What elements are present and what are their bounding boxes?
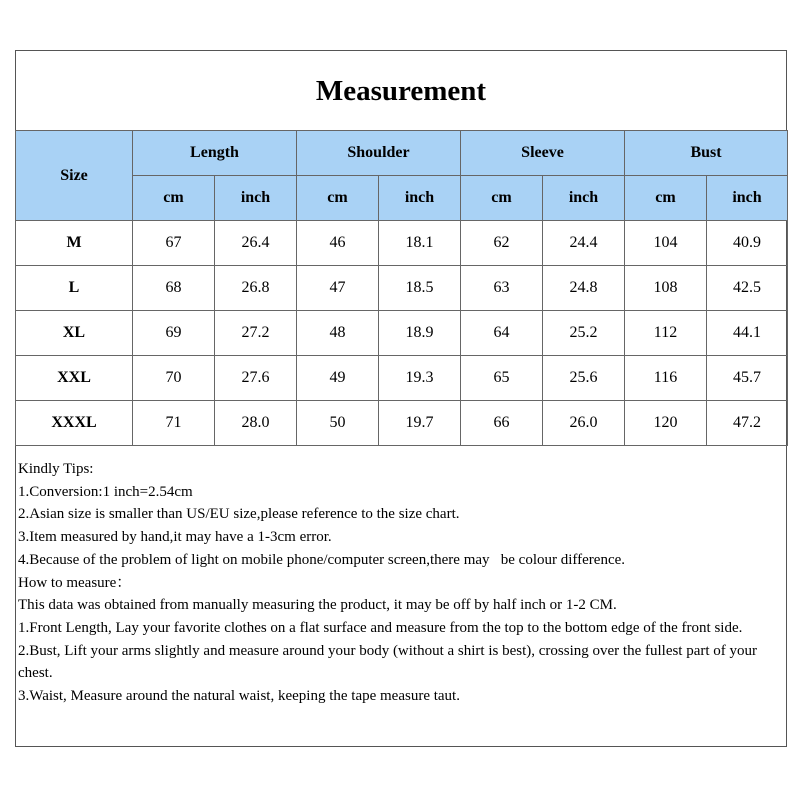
table-cell: 18.9 xyxy=(379,311,461,356)
table-cell: 24.8 xyxy=(543,266,625,311)
group-header-length: Length xyxy=(133,131,297,176)
table-header-row xyxy=(16,131,788,176)
tips-heading: Kindly Tips: xyxy=(18,461,94,477)
table-cell: 47.2 xyxy=(707,401,788,446)
tip-line: 3.Waist, Measure around the natural waist, keeping the tape measure taut. xyxy=(18,688,460,705)
table-cell: 70 xyxy=(133,356,215,401)
tip-line: 3.Item measured by hand,it may have a 1-3cm error. xyxy=(18,529,332,546)
tip-line: 2.Asian size is smaller than US/EU size,please reference to the size chart. xyxy=(18,506,460,523)
table-cell: 27.2 xyxy=(215,311,297,356)
table-cell: 50 xyxy=(297,401,379,446)
unit-header: inch xyxy=(543,176,625,221)
table-row xyxy=(16,311,788,356)
tip-line: 1.Conversion:1 inch=2.54cm xyxy=(18,483,193,500)
table-cell: 67 xyxy=(133,221,215,266)
unit-header: cm xyxy=(625,176,707,221)
table-cell: 19.7 xyxy=(379,401,461,446)
table-cell: 68 xyxy=(133,266,215,311)
page-title: Measurement xyxy=(315,74,487,107)
table-cell: 25.6 xyxy=(543,356,625,401)
table-cell: 42.5 xyxy=(707,266,788,311)
table-cell: 19.3 xyxy=(379,356,461,401)
table-cell: 26.4 xyxy=(215,221,297,266)
size-cell: L xyxy=(16,266,133,311)
unit-header: inch xyxy=(707,176,788,221)
table-cell: 64 xyxy=(461,311,543,356)
table-cell: 63 xyxy=(461,266,543,311)
table-cell: 40.9 xyxy=(707,221,788,266)
title-row xyxy=(16,51,786,132)
table-cell: 26.0 xyxy=(543,401,625,446)
table-cell: 24.4 xyxy=(543,221,625,266)
unit-header: cm xyxy=(461,176,543,221)
group-header-sleeve: Sleeve xyxy=(461,131,625,176)
group-header-shoulder: Shoulder xyxy=(297,131,461,176)
size-cell: XXL xyxy=(16,356,133,401)
size-cell: XXXL xyxy=(16,401,133,446)
table-row xyxy=(16,221,788,266)
size-cell: XL xyxy=(16,311,133,356)
table-row xyxy=(16,401,788,446)
table-cell: 104 xyxy=(625,221,707,266)
table-cell: 48 xyxy=(297,311,379,356)
tip-line: 2.Bust, Lift your arms slightly and measure around your body (without a shirt is best), crossing over the fullest part of your chest. xyxy=(18,642,758,682)
tip-line: 4.Because of the problem of light on mobile phone/computer screen,there may be colour difference. xyxy=(18,551,626,568)
table-cell: 27.6 xyxy=(215,356,297,401)
table-cell: 44.1 xyxy=(707,311,788,356)
table-cell: 62 xyxy=(461,221,543,266)
table-cell: 116 xyxy=(625,356,707,401)
table-cell: 18.5 xyxy=(379,266,461,311)
table-cell: 108 xyxy=(625,266,707,311)
unit-header: cm xyxy=(297,176,379,221)
tips-section xyxy=(18,458,784,708)
table-cell: 18.1 xyxy=(379,221,461,266)
size-header: Size xyxy=(16,131,133,221)
unit-header: inch xyxy=(215,176,297,221)
table-cell: 28.0 xyxy=(215,401,297,446)
table-cell: 69 xyxy=(133,311,215,356)
size-chart-sheet xyxy=(15,50,787,747)
unit-header: inch xyxy=(379,176,461,221)
table-row xyxy=(16,266,788,311)
table-cell: 46 xyxy=(297,221,379,266)
tip-line: 1.Front Length, Lay your favorite clothes on a flat surface and measure from the top to the bottom edge of the front side. xyxy=(18,619,743,636)
group-header-bust: Bust xyxy=(625,131,788,176)
size-table xyxy=(15,130,788,446)
table-cell: 66 xyxy=(461,401,543,446)
size-cell: M xyxy=(16,221,133,266)
unit-header: cm xyxy=(133,176,215,221)
table-cell: 26.8 xyxy=(215,266,297,311)
how-to-measure-heading: How to measure： xyxy=(18,574,132,591)
table-cell: 120 xyxy=(625,401,707,446)
table-cell: 45.7 xyxy=(707,356,788,401)
table-cell: 49 xyxy=(297,356,379,401)
table-cell: 47 xyxy=(297,266,379,311)
table-row xyxy=(16,356,788,401)
table-cell: 25.2 xyxy=(543,311,625,356)
tip-line: This data was obtained from manually measuring the product, it may be off by half inch or 1-2 CM. xyxy=(18,597,617,614)
table-cell: 71 xyxy=(133,401,215,446)
table-cell: 112 xyxy=(625,311,707,356)
table-cell: 65 xyxy=(461,356,543,401)
